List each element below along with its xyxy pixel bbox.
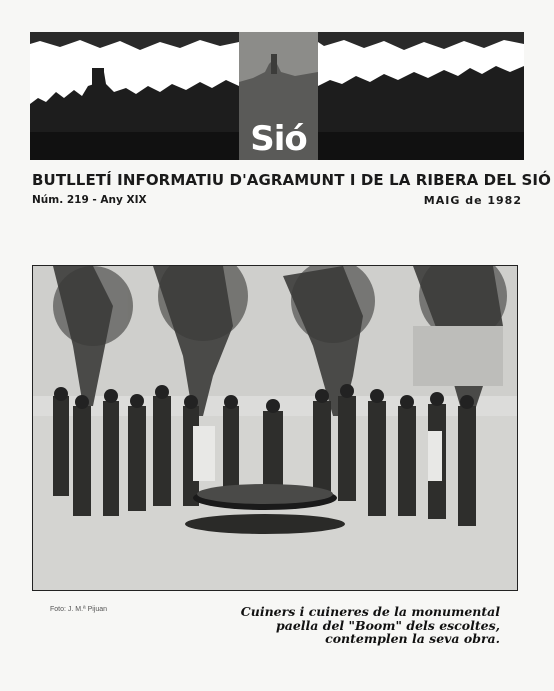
photo-caption — [140, 605, 500, 646]
caption-line: contemplen la seva obra. — [325, 631, 500, 646]
caption-line: Cuiners i cuineres de la monumental — [240, 604, 500, 619]
issue-number: Núm. 219 - Any XIX — [32, 194, 147, 206]
caption-line: paella del "Boom" dels escoltes, — [275, 617, 500, 633]
photo-credit: Foto: J. M.ª Pijuan — [50, 606, 108, 613]
town-skyline-right — [318, 32, 524, 160]
masthead-subtitle: BUTLLETÍ INFORMATIU D'AGRAMUNT I DE LA RIBERA DEL SIÓ — [32, 171, 551, 189]
masthead-logo-block — [239, 32, 318, 160]
masthead — [30, 32, 524, 160]
issue-date: MAIG de 1982 — [423, 194, 522, 207]
cover-photo — [32, 265, 518, 591]
town-skyline-left — [30, 32, 239, 160]
logo-text: Sió — [250, 119, 307, 159]
